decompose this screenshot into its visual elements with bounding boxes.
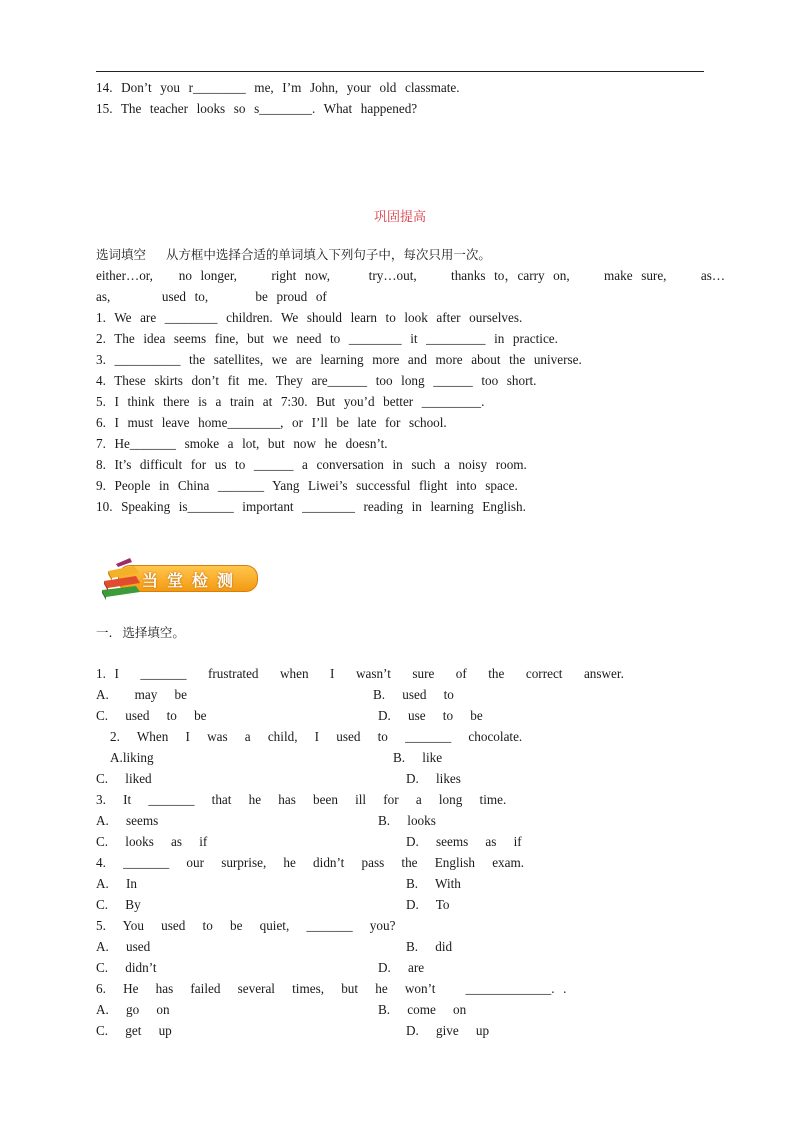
banner-label: 当堂检测 — [142, 571, 243, 590]
fill-item: 3. __________ the satellites, we are learning more and more about the universe. — [96, 352, 582, 367]
quiz-option-b: B. did — [406, 939, 453, 954]
question-15: 15. The teacher looks so s________. What happened? — [96, 101, 418, 116]
quiz-question-stem: 2. When I was a child, I used to _______ chocolate. — [110, 729, 523, 744]
quiz-option-d: D. likes — [406, 771, 461, 786]
question-14: 14. Don’t you r________ me, I’m John, your old classmate. — [96, 80, 460, 95]
quiz-option-d: D. use to be — [378, 708, 483, 723]
quiz-option-d: D. seems as if — [406, 834, 522, 849]
quiz-option-a: A. may be — [96, 687, 187, 702]
quiz-option-a: A. go on — [96, 1002, 170, 1017]
quiz-option-d: D. To — [406, 897, 450, 912]
quiz-option-c: C. get up — [96, 1023, 172, 1038]
quiz-option-a: A.liking — [110, 750, 154, 765]
quiz-option-a: A. seems — [96, 813, 159, 828]
fill-item: 5. I think there is a train at 7:30. But you’d better _________. — [96, 394, 485, 409]
quiz-question-stem: 6. He has failed several times, but he won’t _____________. . — [96, 981, 567, 996]
quiz-option-c: C. looks as if — [96, 834, 208, 849]
word-bank-line-2: as, used to, be proud of — [96, 289, 327, 304]
quiz-section-title: 一. 选择填空。 — [96, 625, 185, 640]
fill-item: 1. We are ________ children. We should learn to look after ourselves. — [96, 310, 523, 325]
header-rule — [96, 71, 704, 72]
quiz-option-c: C. liked — [96, 771, 152, 786]
fill-item: 7. He_______ smoke a lot, but now he doesn’t. — [96, 436, 388, 451]
section-heading-consolidate: 巩固提高 — [373, 210, 426, 225]
word-bank-instruction: 选词填空 从方框中选择合适的单词填入下列句子中，每次只用一次。 — [96, 247, 491, 262]
quiz-option-d: D. are — [378, 960, 425, 975]
quiz-question-stem: 4. _______ our surprise, he didn’t pass the English exam. — [96, 855, 525, 870]
fill-item: 4. These skirts don’t fit me. They are______ too long ______ too short. — [96, 373, 537, 388]
fill-item: 9. People in China _______ Yang Liwei’s successful flight into space. — [96, 478, 518, 493]
quiz-option-d: D. give up — [406, 1023, 490, 1038]
quiz-option-c: C. didn’t — [96, 960, 157, 975]
word-bank-line-1: either…or, no longer, right now, try…out, thanks to，carry on, make sure, as… — [96, 268, 726, 283]
quiz-question-stem: 3. It _______ that he has been ill for a long time. — [96, 792, 507, 807]
quiz-option-b: B. looks — [378, 813, 436, 828]
fill-item: 6. I must leave home________, or I’ll be late for school. — [96, 415, 447, 430]
quiz-option-b: B. used to — [373, 687, 454, 702]
quiz-option-b: B. With — [406, 876, 461, 891]
quiz-question-stem: 5. You used to be quiet, _______ you? — [96, 918, 396, 933]
quiz-option-a: A. used — [96, 939, 151, 954]
quiz-option-a: A. In — [96, 876, 137, 891]
quiz-question-stem: 1. I _______ frustrated when I wasn’t sure of the correct answer. — [96, 666, 624, 681]
quiz-option-b: B. like — [393, 750, 443, 765]
fill-item: 8. It’s difficult for us to ______ a conversation in such a noisy room. — [96, 457, 527, 472]
quiz-option-c: C. used to be — [96, 708, 207, 723]
fill-item: 2. The idea seems fine, but we need to ________ it _________ in practice. — [96, 331, 558, 346]
in-class-test-banner — [96, 556, 262, 602]
quiz-option-b: B. come on — [378, 1002, 467, 1017]
fill-item: 10. Speaking is_______ important ________ reading in learning English. — [96, 499, 526, 514]
quiz-option-c: C. By — [96, 897, 141, 912]
